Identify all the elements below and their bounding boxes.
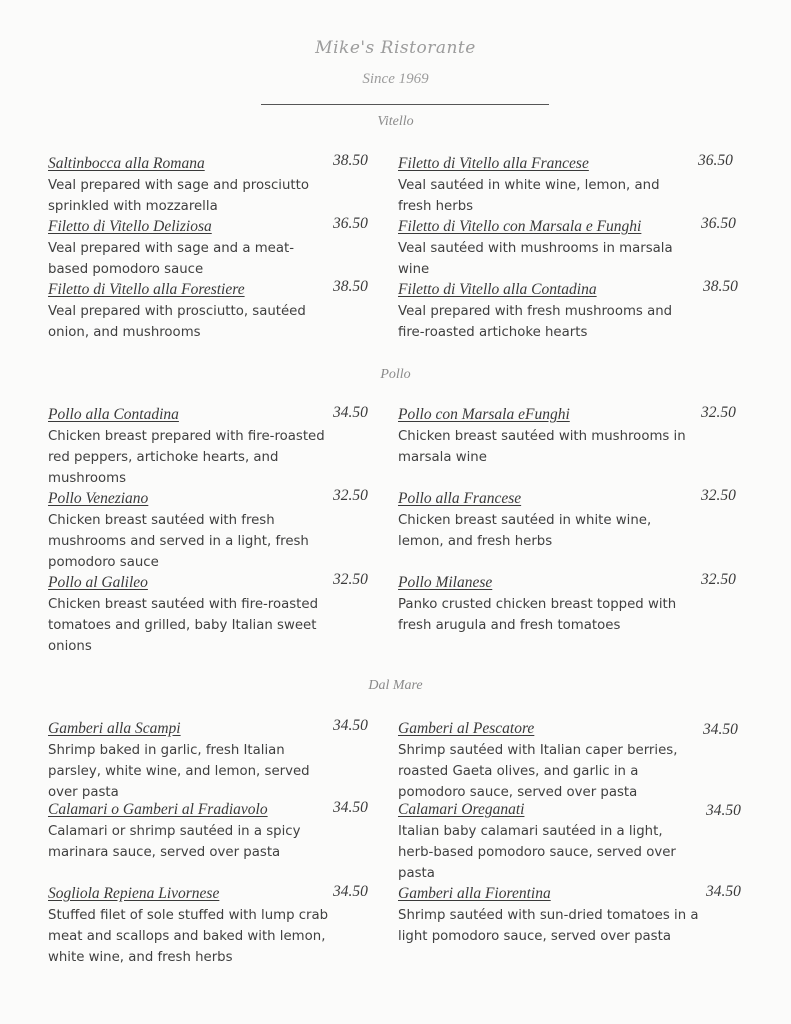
item-description: Shrimp baked in garlic, fresh Italian parsley, white wine, and lemon, served over pasta — [48, 743, 310, 800]
item-price: 34.50 — [333, 883, 368, 900]
item-description: Veal prepared with fresh mushrooms and fire-roasted artichoke hearts — [398, 304, 673, 340]
item-name: Pollo alla Contadina — [48, 406, 179, 423]
item-price: 36.50 — [698, 152, 733, 169]
item-name: Pollo alla Francese — [398, 490, 522, 507]
item-name: Pollo al Galileo — [48, 574, 148, 591]
item-name: Gamberi al Pescatore — [398, 720, 535, 737]
item-description: Veal sautéed with mushrooms in marsala wine — [398, 241, 673, 277]
item-price: 38.50 — [333, 278, 368, 295]
menu-item — [398, 405, 743, 468]
item-name: Calamari o Gamberi al Fradiavolo — [48, 801, 268, 818]
item-name: Filetto di Vitello alla Francese — [398, 155, 589, 172]
item-price: 32.50 — [701, 487, 736, 504]
item-price: 32.50 — [701, 404, 736, 421]
restaurant-name: Mike's Ristorante — [315, 38, 476, 58]
item-description: Chicken breast sautéed in white wine, lemon, and fresh herbs — [398, 513, 652, 549]
item-name: Sogliola Repiena Livornese — [48, 885, 220, 902]
item-name: Pollo con Marsala eFunghi — [398, 406, 570, 423]
item-description: Shrimp sautéed with Italian caper berries, roasted Gaeta olives, and garlic in a pomodoro sauce, served over pasta — [398, 743, 678, 800]
item-price: 36.50 — [333, 215, 368, 232]
menu-item — [398, 800, 743, 884]
item-price: 34.50 — [333, 717, 368, 734]
item-description: Panko crusted chicken breast topped with fresh arugula and fresh tomatoes — [398, 597, 677, 633]
item-name: Filetto di Vitello Deliziosa — [48, 218, 212, 235]
menu-item — [398, 154, 743, 217]
item-description: Veal prepared with sage and prosciutto sprinkled with mozzarella — [48, 178, 309, 214]
item-price: 34.50 — [703, 721, 738, 738]
item-price: 34.50 — [706, 883, 741, 900]
item-description: Chicken breast sautéed with fresh mushrooms and served in a light, fresh pomodoro sauce — [48, 513, 309, 570]
item-name: Filetto di Vitello con Marsala e Funghi — [398, 218, 642, 235]
item-name: Pollo Milanese — [398, 574, 493, 591]
item-description: Veal prepared with sage and a meat-based pomodoro sauce — [48, 241, 294, 277]
section-title-vitello: Vitello — [377, 114, 414, 129]
established-year: Since 1969 — [362, 71, 429, 87]
menu-item — [398, 489, 743, 552]
item-price: 34.50 — [333, 404, 368, 421]
item-name: Saltinbocca alla Romana — [48, 155, 205, 172]
item-description: Chicken breast sautéed with mushrooms in marsala wine — [398, 429, 686, 465]
menu-item — [398, 884, 743, 947]
item-description: Chicken breast prepared with fire-roasted red peppers, artichoke hearts, and mushrooms — [48, 429, 325, 486]
item-price: 32.50 — [333, 571, 368, 588]
item-description: Italian baby calamari sautéed in a light, herb-based pomodoro sauce, served over pasta — [398, 824, 676, 881]
item-price: 34.50 — [706, 802, 741, 819]
header-divider — [261, 104, 549, 105]
item-name: Pollo Veneziano — [48, 490, 149, 507]
section-title-dal-mare: Dal Mare — [368, 678, 423, 693]
item-name: Calamari Oreganati — [398, 801, 525, 818]
item-name: Filetto di Vitello alla Contadina — [398, 281, 597, 298]
item-name: Gamberi alla Scampi — [48, 720, 181, 737]
item-price: 32.50 — [333, 487, 368, 504]
section-title-pollo: Pollo — [380, 367, 411, 382]
item-description: Shrimp sautéed with sun-dried tomatoes in a light pomodoro sauce, served over pasta — [398, 908, 699, 944]
item-name: Gamberi alla Fiorentina — [398, 885, 551, 902]
menu-item — [398, 573, 743, 636]
menu-item — [398, 719, 743, 803]
item-description: Calamari or shrimp sautéed in a spicy marinara sauce, served over pasta — [48, 824, 301, 860]
item-price: 38.50 — [333, 152, 368, 169]
item-price: 36.50 — [701, 215, 736, 232]
item-price: 34.50 — [333, 799, 368, 816]
item-price: 32.50 — [701, 571, 736, 588]
item-description: Veal prepared with prosciutto, sautéed onion, and mushrooms — [48, 304, 306, 340]
item-price: 38.50 — [703, 278, 738, 295]
item-name: Filetto di Vitello alla Forestiere — [48, 281, 245, 298]
item-description: Stuffed filet of sole stuffed with lump crab meat and scallops and baked with lemon, white wine, and fresh herbs — [48, 908, 329, 965]
menu-item — [398, 217, 743, 280]
item-description: Veal sautéed in white wine, lemon, and fresh herbs — [398, 178, 660, 214]
menu-item — [398, 280, 743, 343]
item-description: Chicken breast sautéed with fire-roasted tomatoes and grilled, baby Italian sweet onions — [48, 597, 319, 654]
